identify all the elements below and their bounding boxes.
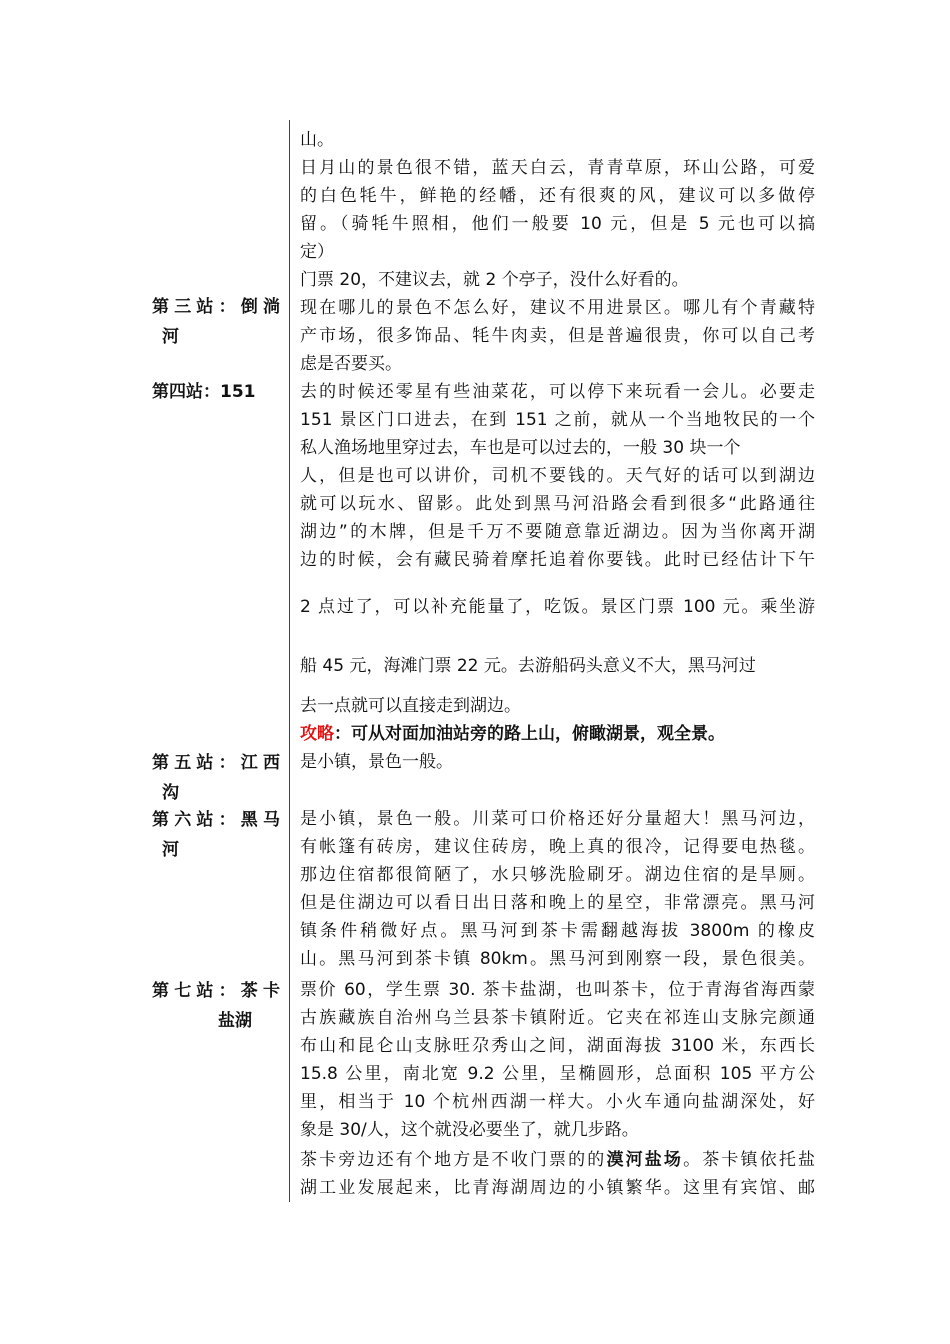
text-line: 象是 30/人，这个就没必要坐了，就几步路。 (300, 1120, 639, 1140)
text-line: 人，但是也可以讲价，司机不要钱的。天气好的话可以到湖边 (300, 466, 815, 486)
text-line: 门票 20，不建议去，就 2 个亭子，没什么好看的。 (300, 270, 689, 290)
text-line: 去一点就可以直接走到湖边。 (300, 696, 521, 716)
text-line: 山。 (300, 130, 334, 150)
text-line: 就可以玩水、留影。此处到黑马河沿路会看到很多“此路通往 (300, 494, 815, 514)
text-line: 留。（骑牦牛照相，他们一般要 10 元，但是 5 元也可以搞 (300, 214, 815, 234)
text-line: 日月山的景色很不错，蓝天白云，青青草原，环山公路，可爱 (300, 158, 815, 178)
tip-label: 攻略 (300, 724, 334, 744)
text-line: 是小镇，景色一般。川菜可口价格还好分量超大！黑马河边， (300, 809, 815, 829)
text-line: 票价 60，学生票 30. 茶卡盐湖，也叫茶卡，位于青海省海西蒙 (300, 980, 815, 1000)
text-line: 古族藏族自治州乌兰县茶卡镇附近。它夹在祁连山支脉完颜通 (300, 1008, 815, 1028)
station-5-label: 第五站：江西 沟 (152, 753, 280, 803)
text-line: 湖边”的木牌，但是千万不要随意靠近湖边。因为当你离开湖 (300, 522, 815, 542)
text-line: 定） (300, 242, 334, 262)
salt-field-line (300, 1146, 815, 1174)
text-line: 湖工业发展起来，比青海湖周边的小镇繁华。这里有宾馆、邮 (300, 1178, 815, 1198)
text-line: 镇条件稍微好点。黑马河到茶卡需翻越海拔 3800m 的橡皮 (300, 921, 815, 941)
salt-text-post: 。茶卡镇依托盐 (683, 1150, 816, 1170)
text-line: 产市场，很多饰品、牦牛肉卖，但是普遍很贵，你可以自己考 (300, 326, 815, 346)
text-line: 去的时候还零星有些油菜花，可以停下来玩看一会儿。必要走 (300, 382, 815, 402)
text-line: 私人渔场地里穿过去，车也是可以过去的，一般 30 块一个 (300, 438, 741, 458)
station-6-label: 第六站：黑马 河 (152, 810, 280, 860)
station-7-label: 第七站：茶卡 盐湖 (152, 981, 280, 1031)
text-line: 船 45 元，海滩门票 22 元。去游船码头意义不大，黑马河过 (300, 656, 756, 676)
text-line: 15.8 公里，南北宽 9.2 公里，呈椭圆形，总面积 105 平方公 (300, 1064, 815, 1084)
text-line: 那边住宿都很简陋了，水只够洗脸刷牙。湖边住宿的是旱厕。 (300, 865, 815, 885)
text-line: 山。黑马河到茶卡镇 80km。黑马河到刚察一段，景色很美。 (300, 949, 815, 969)
text-line: 布山和昆仑山支脉旺尕秀山之间，湖面海拔 3100 米，东西长 (300, 1036, 815, 1056)
text-line: 里，相当于 10 个杭州西湖一样大。小火车通向盐湖深处，好 (300, 1092, 815, 1112)
station-4-label: 第四站：151 (152, 382, 256, 402)
text-line: 的白色牦牛，鲜艳的经幡，还有很爽的风，建议可以多做停 (300, 186, 815, 206)
salt-text-pre: 茶卡旁边还有个地方是不收门票的的 (300, 1150, 607, 1170)
column-divider (289, 120, 290, 1202)
text-line: 但是住湖边可以看日出日落和晚上的星空，非常漂亮。黑马河 (300, 893, 815, 913)
tip-text: ：可从对面加油站旁的路上山，俯瞰湖景，观全景。 (334, 724, 725, 744)
text-line: 是小镇，景色一般。 (300, 752, 453, 772)
text-line: 2 点过了，可以补充能量了，吃饭。景区门票 100 元。乘坐游 (300, 597, 815, 617)
station-3-label: 第三站：倒淌 河 (152, 297, 280, 347)
text-line: 有帐篷有砖房，建议住砖房，晚上真的很冷，记得要电热毯。 (300, 837, 815, 857)
text-line: 现在哪儿的景色不怎么好，建议不用进景区。哪儿有个青藏特 (300, 298, 815, 318)
text-line: 151 景区门口进去，在到 151 之前，就从一个当地牧民的一个 (300, 410, 815, 430)
tip-line (300, 720, 815, 748)
text-line: 边的时候，会有藏民骑着摩托追着你要钱。此时已经估计下午 (300, 550, 815, 570)
salt-field-name: 漠河盐场 (606, 1150, 684, 1170)
text-line: 虑是否要买。 (300, 354, 402, 374)
